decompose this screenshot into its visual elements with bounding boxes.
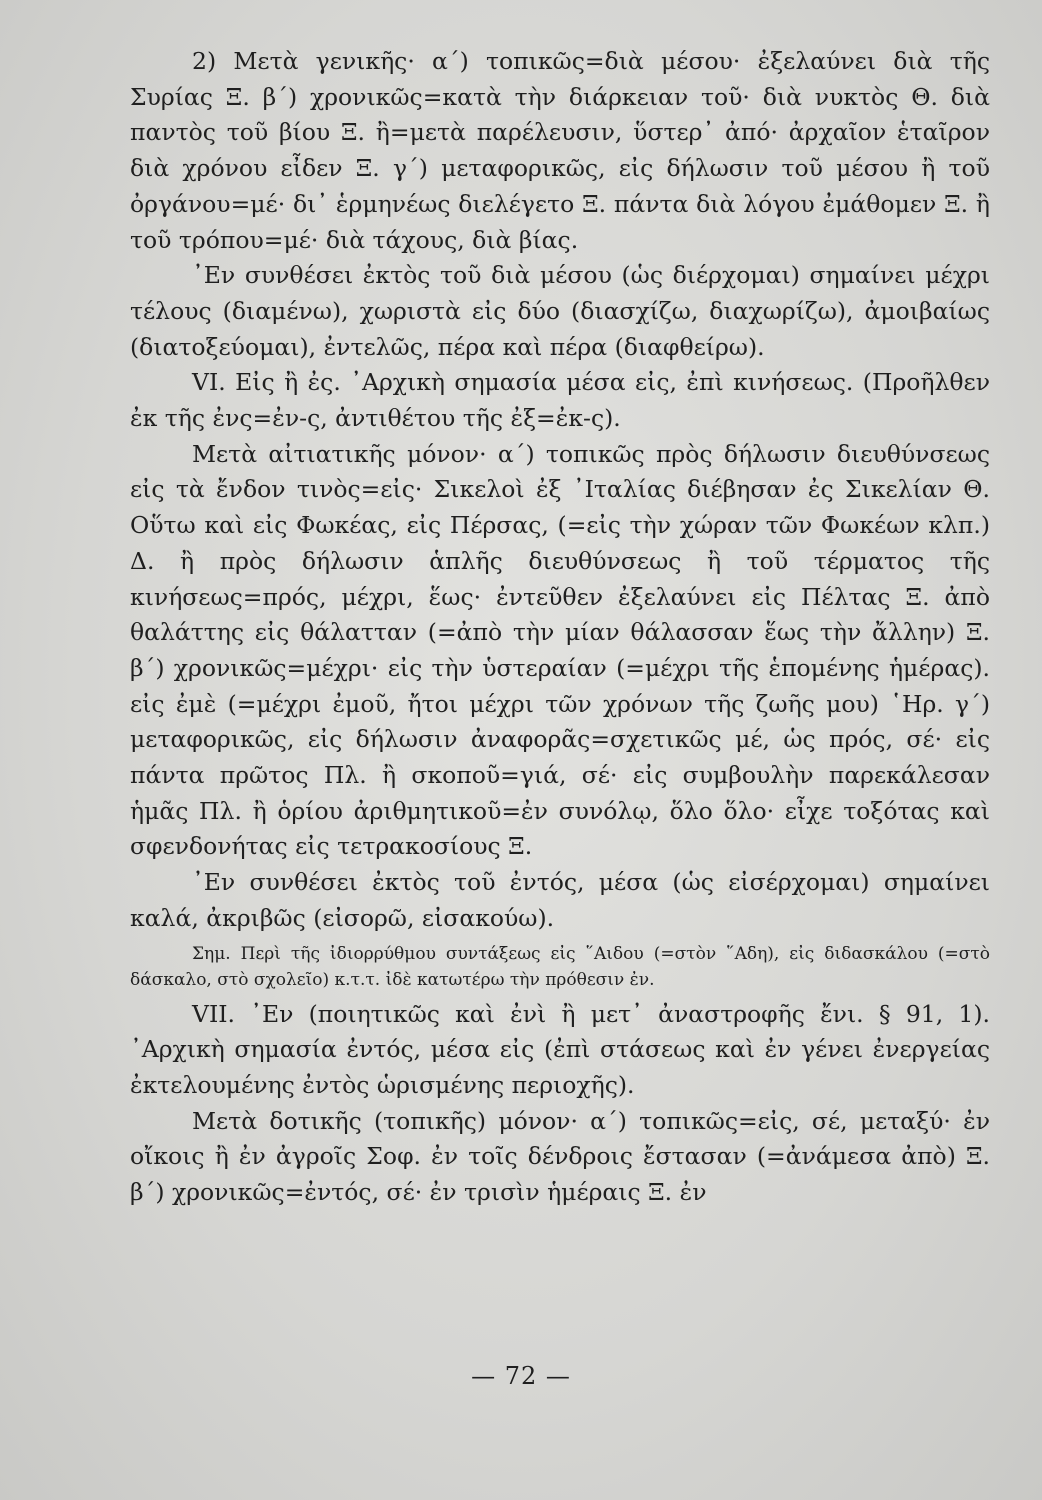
- paragraph-1: 2) Μετὰ γενικῆς· α΄) τοπικῶς=διὰ μέσου· ἐξελαύνει διὰ τῆς Συρίας Ξ. β΄) χρονικῶς=κατὰ τὴν διάρκειαν τοῦ· διὰ νυκτὸς Θ. διὰ παντὸς τοῦ βίου Ξ. ἢ=μετὰ παρέλευσιν, ὕστερ᾽ ἀπό· ἀρχαῖον ἑταῖρον διὰ χρόνου εἶδεν Ξ. γ΄) μεταφορικῶς, εἰς δήλωσιν τοῦ μέσου ἢ τοῦ ὀργάνου=μέ· δι᾽ ἑρμηνέως διελέγετο Ξ. πάντα διὰ λόγου ἐμάθομεν Ξ. ἢ τοῦ τρόπου=μέ· διὰ τάχους, διὰ βίας.: [130, 47, 990, 254]
- paragraph-8: Μετὰ δοτικῆς (τοπικῆς) μόνον· α΄) τοπικῶς=εἰς, σέ, μεταξύ· ἐν οἴκοις ἢ ἐν ἀγροῖς Σοφ. ἐν τοῖς δένδροις ἔστασαν (=ἀνάμεσα ἀπὸ) Ξ. β΄) χρονικῶς=ἐντός, σέ· ἐν τρισὶν ἡμέραις Ξ. ἐν: [130, 1106, 990, 1207]
- paragraph-4: Μετὰ αἰτιατικῆς μόνον· α΄) τοπικῶς πρὸς δήλωσιν διευθύνσεως εἰς τὰ ἔνδον τινὸς=εἰς· Σικελοὶ ἐξ ᾽Ιταλίας διέβησαν ἐς Σικελίαν Θ. Οὕτω καὶ εἰς Φωκέας, εἰς Πέρσας, (=εἰς τὴν χώραν τῶν Φωκέων κλπ.) Δ. ἢ πρὸς δήλωσιν ἁπλῆς διευθύνσεως ἢ τοῦ τέρματος τῆς κινήσεως=πρός, μέχρι, ἕως· ἐντεῦθεν ἐξελαύνει εἰς Πέλτας Ξ. ἀπὸ θαλάττης εἰς θάλατταν (=ἀπὸ τὴν μίαν θάλασσαν ἕως τὴν ἄλλην) Ξ. β΄) χρονικῶς=μέχρι· εἰς τὴν ὑστεραίαν (=μέχρι τῆς ἑπομένης ἡμέρας). εἰς ἐμὲ (=μέχρι ἐμοῦ, ἤτοι μέχρι τῶν χρόνων τῆς ζωῆς μου) ῾Ηρ. γ΄) μεταφορικῶς, εἰς δήλωσιν ἀναφορᾶς=σχετικῶς μέ, ὡς πρός, σέ· εἰς πάντα πρῶτος Πλ. ἢ σκοποῦ=γιά, σέ· εἰς συμβουλὴν παρεκάλεσαν ἡμᾶς Πλ. ἢ ὁρίου ἀριθμητικοῦ=ἐν συνόλῳ, ὅλο ὅλο· εἶχε τοξότας καὶ σφενδονήτας εἰς τετρακοσίους Ξ.: [130, 439, 990, 861]
- paragraph-2: ᾽Εν συνθέσει ἐκτὸς τοῦ διὰ μέσου (ὡς διέρχομαι) σημαίνει μέχρι τέλους (διαμένω), χωριστὰ εἰς δύο (διασχίζω, διαχωρίζω), ἀμοιβαίως (διατοξεύομαι), ἐντελῶς, πέρα καὶ πέρα (διαφθείρω).: [130, 261, 990, 361]
- footnote: Σημ. Περὶ τῆς ἰδιορρύθμου συντάξεως εἰς ῞Αιδου (=στὸν ῞Αδη), εἰς διδασκάλου (=στὸ δάσκαλο, στὸ σχολεῖο) κ.τ.τ. ἰδὲ κατωτέρω τὴν πρόθεσιν ἐν.: [130, 943, 990, 990]
- page-body: [130, 44, 990, 1211]
- page-number: — 72 —: [471, 1362, 571, 1390]
- section-vii-heading: VII. ᾽Εν (ποιητικῶς καὶ ἐνὶ ἢ μετ᾽ ἀναστροφῆς ἔνι. § 91, 1). ᾽Αρχικὴ σημασία ἐντός, μέσα εἰς (ἐπὶ στάσεως καὶ ἐν γένει ἐνεργείας ἐκτελουμένης ἐντὸς ὡρισμένης περιοχῆς).: [130, 999, 990, 1099]
- section-vi-heading: VI. Εἰς ἢ ἐς. ᾽Αρχικὴ σημασία μέσα εἰς, ἐπὶ κινήσεως. (Προῆλθεν ἐκ τῆς ἐνς=ἐν-ς, ἀντιθέτου τῆς ἐξ=ἐκ-ς).: [130, 368, 990, 433]
- paragraph-5: ᾽Εν συνθέσει ἐκτὸς τοῦ ἐντός, μέσα (ὡς εἰσέρχομαι) σημαίνει καλά, ἀκριβῶς (εἰσορῶ, εἰσακούω).: [130, 868, 990, 932]
